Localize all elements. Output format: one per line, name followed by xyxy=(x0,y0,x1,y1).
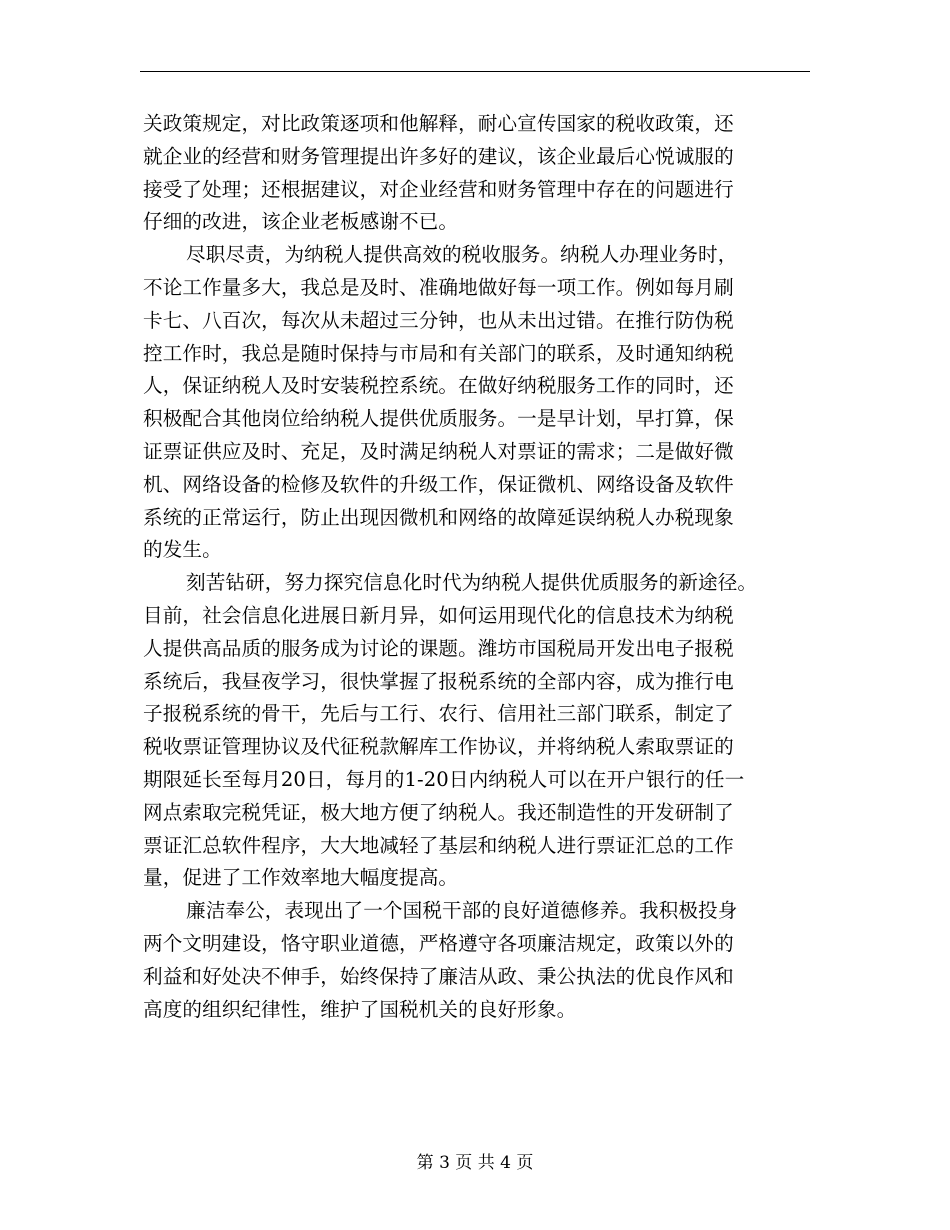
text-line: 系统后，我昼夜学习，很快掌握了报税系统的全部内容，成为推行电 xyxy=(143,669,734,693)
text-line: 卡七、八百次，每次从未超过三分钟，也从未出过错。在推行防伪税 xyxy=(143,308,734,332)
text-line: 网点索取完税凭证，极大地方便了纳税人。我还制造性的开发研制了 xyxy=(143,800,734,824)
text-line: 量，促进了工作效率地大幅度提高。 xyxy=(143,866,459,890)
text-line: 期限延长至每月20日，每月的1-20日内纳税人可以在开户银行的任一 xyxy=(143,767,745,791)
page-number: 第 3 页 共 4 页 xyxy=(416,1153,534,1173)
text-line: 积极配合其他岗位给纳税人提供优质服务。一是早计划，早打算，保 xyxy=(143,407,734,431)
text-line: 证票证供应及时、充足，及时满足纳税人对票证的需求；二是做好微 xyxy=(143,439,734,463)
text-line: 子报税系统的骨干，先后与工行、农行、信用社三部门联系，制定了 xyxy=(143,702,734,726)
text-line: 系统的正常运行，防止出现因微机和网络的故障延误纳税人办税现象 xyxy=(143,505,734,529)
text-line: 仔细的改进，该企业老板感谢不已。 xyxy=(143,210,459,234)
text-line: 高度的组织纪律性，维护了国税机关的良好形象。 xyxy=(143,997,577,1021)
document-body xyxy=(143,108,823,1026)
text-line: 税收票证管理协议及代征税款解库工作协议，并将纳税人索取票证的 xyxy=(143,735,734,759)
text-line: 接受了处理；还根据建议，对企业经营和财务管理中存在的问题进行 xyxy=(143,177,734,201)
text-line: 人提供高品质的服务成为讨论的课题。潍坊市国税局开发出电子报税 xyxy=(143,636,734,660)
text-line: 利益和好处决不伸手，始终保持了廉洁从政、秉公执法的优良作风和 xyxy=(143,964,734,988)
paragraph-first-line: 廉洁奉公，表现出了一个国税干部的良好道德修养。我积极投身 xyxy=(186,899,738,923)
text-line: 票证汇总软件程序，大大地减轻了基层和纳税人进行票证汇总的工作 xyxy=(143,833,734,857)
paragraph-first-line: 刻苦钻研，努力探究信息化时代为纳税人提供优质服务的新途径。 xyxy=(186,571,758,595)
text-line: 的发生。 xyxy=(143,538,222,562)
text-line: 机、网络设备的检修及软件的升级工作，保证微机、网络设备及软件 xyxy=(143,472,734,496)
text-line: 不论工作量多大，我总是及时、准确地做好每一项工作。例如每月刷 xyxy=(143,275,734,299)
text-line: 关政策规定，对比政策逐项和他解释，耐心宣传国家的税收政策，还 xyxy=(143,112,734,135)
text-line: 控工作时，我总是随时保持与市局和有关部门的联系，及时通知纳税 xyxy=(143,341,734,365)
header-rule xyxy=(140,71,810,72)
text-line: 目前，社会信息化进展日新月异，如何运用现代化的信息技术为纳税 xyxy=(143,603,734,627)
paragraph-first-line: 尽职尽责，为纳税人提供高效的税收服务。纳税人办理业务时， xyxy=(186,243,738,267)
text-line: 就企业的经营和财务管理提出许多好的建议，该企业最后心悦诚服的 xyxy=(143,144,734,168)
text-line: 两个文明建设，恪守职业道德，严格遵守各项廉洁规定，政策以外的 xyxy=(143,931,734,955)
text-line: 人，保证纳税人及时安装税控系统。在做好纳税服务工作的同时，还 xyxy=(143,374,734,398)
